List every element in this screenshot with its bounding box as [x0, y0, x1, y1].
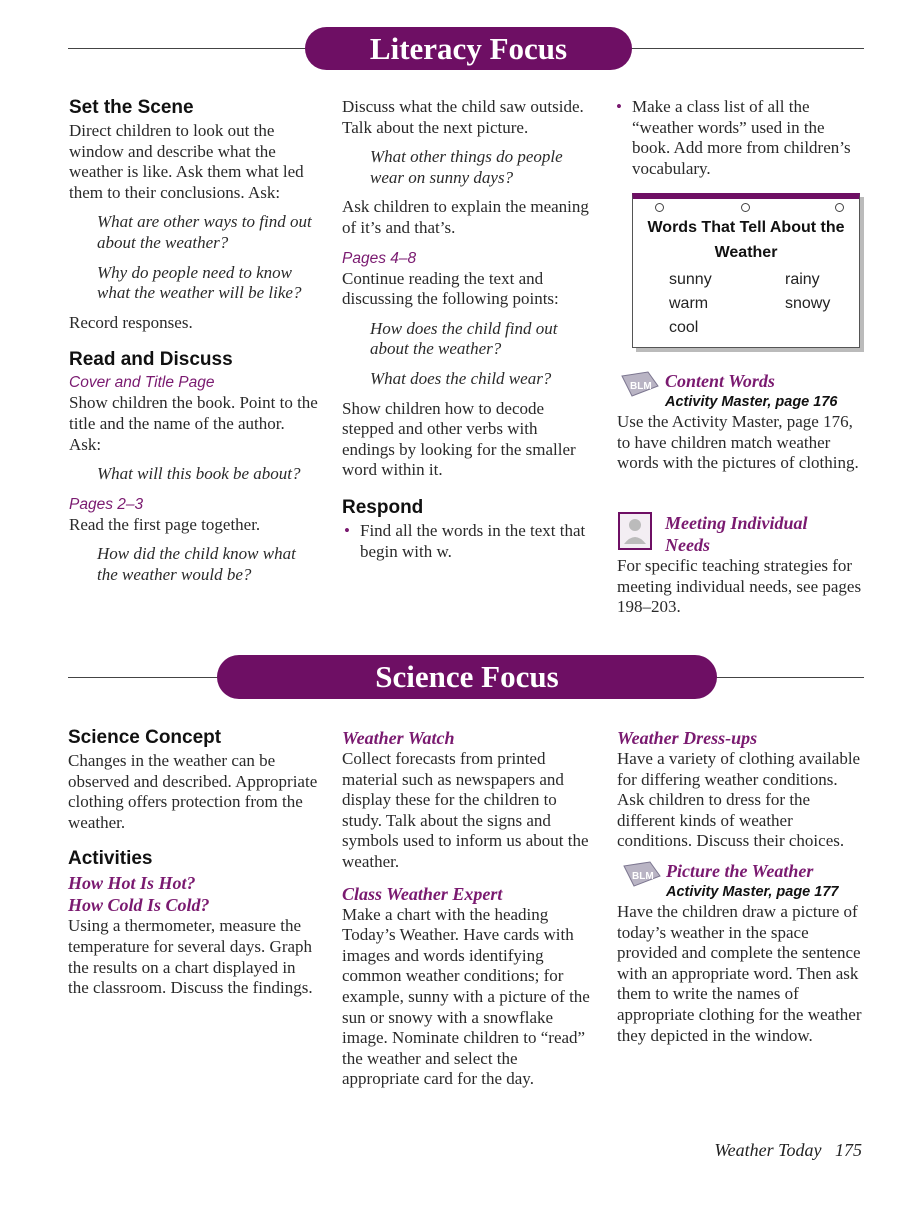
page-number: 175 — [835, 1140, 862, 1160]
picture-weather-text: Have the children draw a picture of today’s weather in the space provided and complete the sentence with an appropriate word. Then ask them to write the names of appropriate clothing for the weather they depicted in the window. — [617, 902, 862, 1045]
pages-2-3-text: Read the first page together. — [69, 514, 261, 534]
literacy-banner-title: Literacy Focus — [369, 31, 568, 66]
respond-heading: Respond — [342, 496, 424, 518]
weather-word: snowy — [785, 295, 831, 312]
science-concept-text: Changes in the weather can be observed and described. Appropriate clothing offers protection from the weather. — [68, 751, 318, 832]
picture-weather-subtitle: Activity Master, page 177 — [666, 884, 839, 900]
question: What other things do people wear on sunny days? — [370, 147, 563, 187]
science-banner-title: Science Focus — [375, 659, 559, 694]
science-column-1 — [68, 727, 318, 999]
meeting-needs-text: For specific teaching strategies for meeting individual needs, see pages 198–203. — [617, 556, 862, 617]
blm-label: BLM — [630, 381, 652, 392]
meeting-needs-block — [614, 512, 864, 618]
literacy-column-1 — [69, 97, 319, 595]
cold-title: How Cold Is Cold? — [68, 895, 210, 916]
question: How does the child find out about the weather? — [370, 318, 558, 359]
respond-bullet: • Find all the words in the text that begin with w. — [342, 521, 594, 562]
science-concept-heading: Science Concept — [68, 727, 222, 748]
class-expert-text: Make a chart with the heading Today’s Weather. Have cards with images and words identifying common weather conditions; for example, sunny with a picture of the sun or snowy with a snowflake image. Nominate children to “read” the weather and select the appropriate card for the day. — [342, 904, 590, 1089]
continue-text: Continue reading the text and discussing the following points: — [342, 268, 559, 309]
weather-word: cool — [669, 319, 699, 336]
blm-label: BLM — [632, 871, 654, 882]
weather-word: sunny — [669, 271, 712, 288]
binder-ring-icon — [835, 203, 844, 212]
science-banner — [217, 655, 717, 699]
science-column-2 — [342, 727, 594, 1090]
picture-weather-block — [617, 860, 867, 1046]
content-words-text: Use the Activity Master, page 176, to have children match weather words with the pictures of clothing. — [617, 412, 859, 473]
decode-text: Show children how to decode stepped and other verbs with endings by looking for the smaller word within it. — [342, 398, 576, 480]
question: What does the child wear? — [370, 368, 552, 388]
question: Why do people need to know what the weather will be like? — [97, 262, 302, 303]
record-text: Record responses. — [69, 312, 193, 332]
read-discuss-heading: Read and Discuss — [69, 349, 233, 371]
meeting-needs-title: Meeting Individual Needs — [665, 513, 808, 555]
page-footer — [714, 1140, 862, 1161]
cover-text: Show children the book. Point to the title and the name of the author. Ask: — [69, 393, 318, 454]
thermometer-text: Using a thermometer, measure the temperature for several days. Graph the results on a chart displayed in the classroom. Discuss the findings. — [68, 916, 313, 998]
content-words-title: Content Words — [665, 371, 775, 391]
dress-ups-text: Have a variety of clothing available for differing weather conditions. Ask children to dress for the different kinds of weather conditions. Discuss their choices. — [617, 749, 861, 851]
dress-ups-title: Weather Dress-ups — [617, 728, 758, 748]
science-column-3 — [617, 727, 867, 852]
weather-word: rainy — [785, 271, 820, 288]
set-scene-heading: Set the Scene — [69, 97, 194, 118]
binder-ring-icon — [741, 203, 750, 212]
pages-2-3-subheading: Pages 2–3 — [69, 495, 144, 513]
picture-weather-title: Picture the Weather — [666, 861, 814, 881]
weather-word: warm — [669, 295, 709, 312]
content-words-subtitle: Activity Master, page 176 — [665, 394, 838, 410]
weather-watch-title: Weather Watch — [342, 728, 455, 748]
weather-words-chart — [632, 193, 860, 348]
class-list-bullet: • Make a class list of all the “weather words” used in the book. Add more from children’s vocabulary. — [614, 97, 864, 179]
hot-title: How Hot Is Hot? — [68, 873, 196, 894]
content-words-block — [614, 370, 864, 474]
weather-watch-text: Collect forecasts from printed material such as newspapers and display these for the children to study. Talk about the signs and symbols used to inform us about the weather. — [342, 749, 589, 871]
question: What will this book be about? — [97, 464, 301, 484]
pages-4-8-subheading: Pages 4–8 — [342, 249, 417, 267]
literacy-column-3 — [614, 97, 864, 179]
question: How did the child know what the weather would be? — [97, 544, 296, 584]
literacy-banner — [305, 27, 632, 70]
discuss-text: Discuss what the child saw outside. Talk about the next picture. — [342, 97, 584, 137]
footer-title: Weather Today — [714, 1140, 822, 1160]
question: What are other ways to find out about the weather? — [97, 212, 312, 252]
literacy-column-2 — [342, 97, 594, 562]
activities-heading: Activities — [68, 848, 153, 870]
explain-text: Ask children to explain the meaning of it’s and that’s. — [342, 197, 589, 237]
binder-ring-icon — [655, 203, 664, 212]
weather-words-title: Words That Tell About the Weather — [647, 219, 845, 261]
cover-title-subheading: Cover and Title Page — [69, 374, 215, 392]
class-expert-title: Class Weather Expert — [342, 883, 503, 904]
set-scene-text: Direct children to look out the window and describe what the weather is like. Ask them what led them to their conclusions. Ask: — [69, 121, 304, 202]
